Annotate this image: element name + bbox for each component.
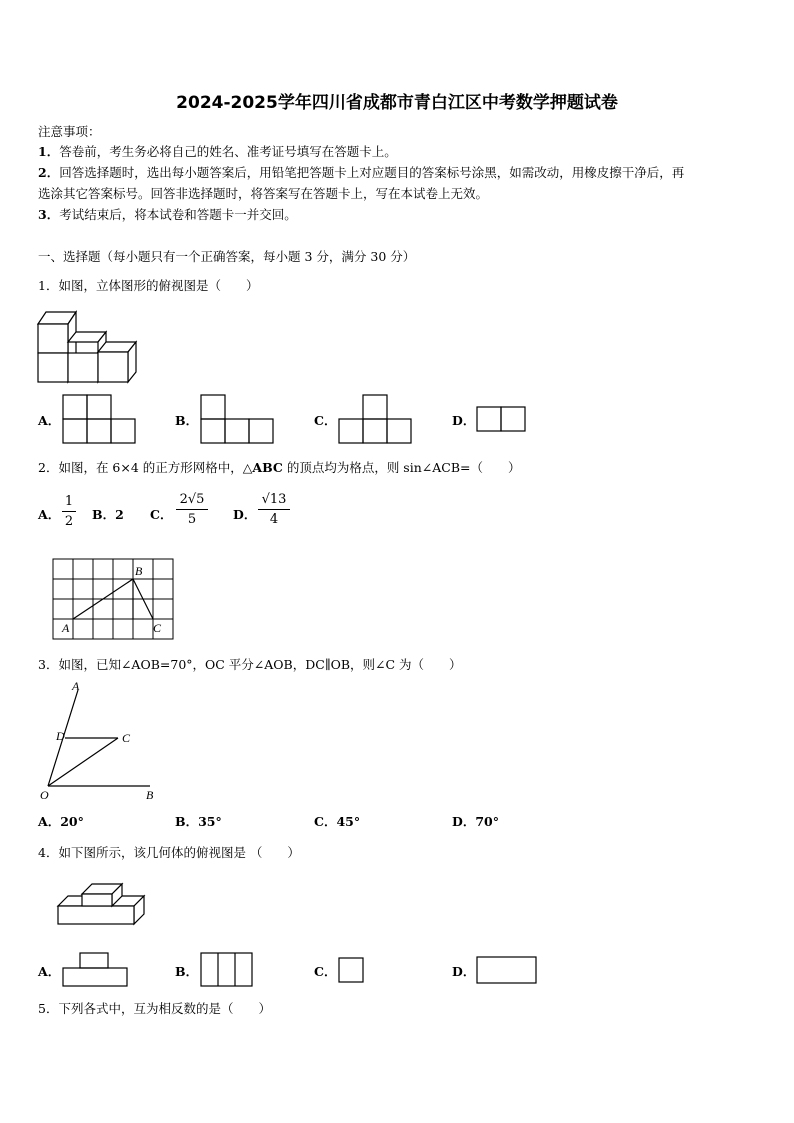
q3-option-a: A．20° [38,814,84,829]
page-title: 2024-2025学年四川省成都市青白江区中考数学押题试卷 [176,93,618,113]
section-heading: 一、选择题（每小题只有一个正确答案，每小题 3 分，满分 30 分） [38,249,416,264]
q4-option-b-figure [200,952,254,988]
q4-option-c-label: C． [314,964,337,979]
notice-heading: 注意事项： [38,124,101,139]
q3-label-d: D [56,729,65,743]
question-5-stem: 5．下列各式中，互为相反数的是（ ） [38,1001,271,1016]
q2-option-b: B．2 [92,507,124,522]
q3-label-a: A [72,679,80,693]
q1-option-b-label: B． [175,413,199,428]
q3-label-o: O [40,788,49,802]
q1-option-d-label: D． [452,413,476,428]
q4-option-a-label: A． [38,964,61,979]
notice-item-1: 1．答卷前，考生务必将自己的姓名、准考证号填写在答题卡上。 [38,144,397,159]
q3-label-b: B [146,788,154,802]
q2-option-d-fraction: √13 4 [258,492,290,527]
notice-item-2-cont: 选涂其它答案标号。回答非选择题时，将答案写在答题卡上，写在本试卷上无效。 [38,186,489,201]
question-1-stem: 1．如图，立体图形的俯视图是（ ） [38,278,259,293]
q2-option-a-label: A． [38,507,61,522]
q2-label-b: B [135,564,143,578]
q3-option-c: C．45° [314,814,361,829]
q4-option-c-figure [338,957,365,983]
q4-option-a-figure [62,952,128,988]
q1-option-c-figure [338,394,412,444]
notice-item-2: 2．回答选择题时，选出每小题答案后，用铅笔把答题卡上对应题目的答案标号涂黑，如需改动，用橡皮擦干净后，再 [38,165,685,180]
notice-item-3: 3．考试结束后，将本试卷和答题卡一并交回。 [38,207,297,222]
q1-option-a-label: A． [38,413,61,428]
q4-option-d-label: D． [452,964,476,979]
question-3-stem: 3．如图，已知∠AOB=70°，OC 平分∠AOB，DC∥OB，则∠C 为（ ） [38,657,462,672]
q1-option-a-figure [62,394,136,444]
q3-label-c: C [122,731,131,745]
q2-grid-figure [52,558,182,642]
q1-solid-figure [36,310,142,386]
q3-angle-figure [38,678,168,808]
question-2-stem: 2．如图，在 6×4 的正方形网格中，△ABC 的顶点均为格点，则 sin∠ACB=（ ） [38,460,521,475]
q1-option-d-figure [476,406,528,432]
q4-option-d-figure [476,956,538,984]
q2-option-d-label: D． [233,507,257,522]
q2-option-c-fraction: 2√5 5 [176,492,208,527]
q2-option-a-fraction: 1 2 [62,494,76,529]
q1-option-b-figure [200,394,274,444]
q4-solid-figure [56,882,150,928]
question-4-stem: 4．如下图所示，该几何体的俯视图是 （ ） [38,845,300,860]
q1-option-c-label: C． [314,413,337,428]
q2-option-c-label: C． [150,507,173,522]
q2-label-c: C [153,621,162,635]
q2-label-a: A [62,621,70,635]
q3-option-d: D．70° [452,814,499,829]
q4-option-b-label: B． [175,964,199,979]
q3-option-b: B．35° [175,814,222,829]
